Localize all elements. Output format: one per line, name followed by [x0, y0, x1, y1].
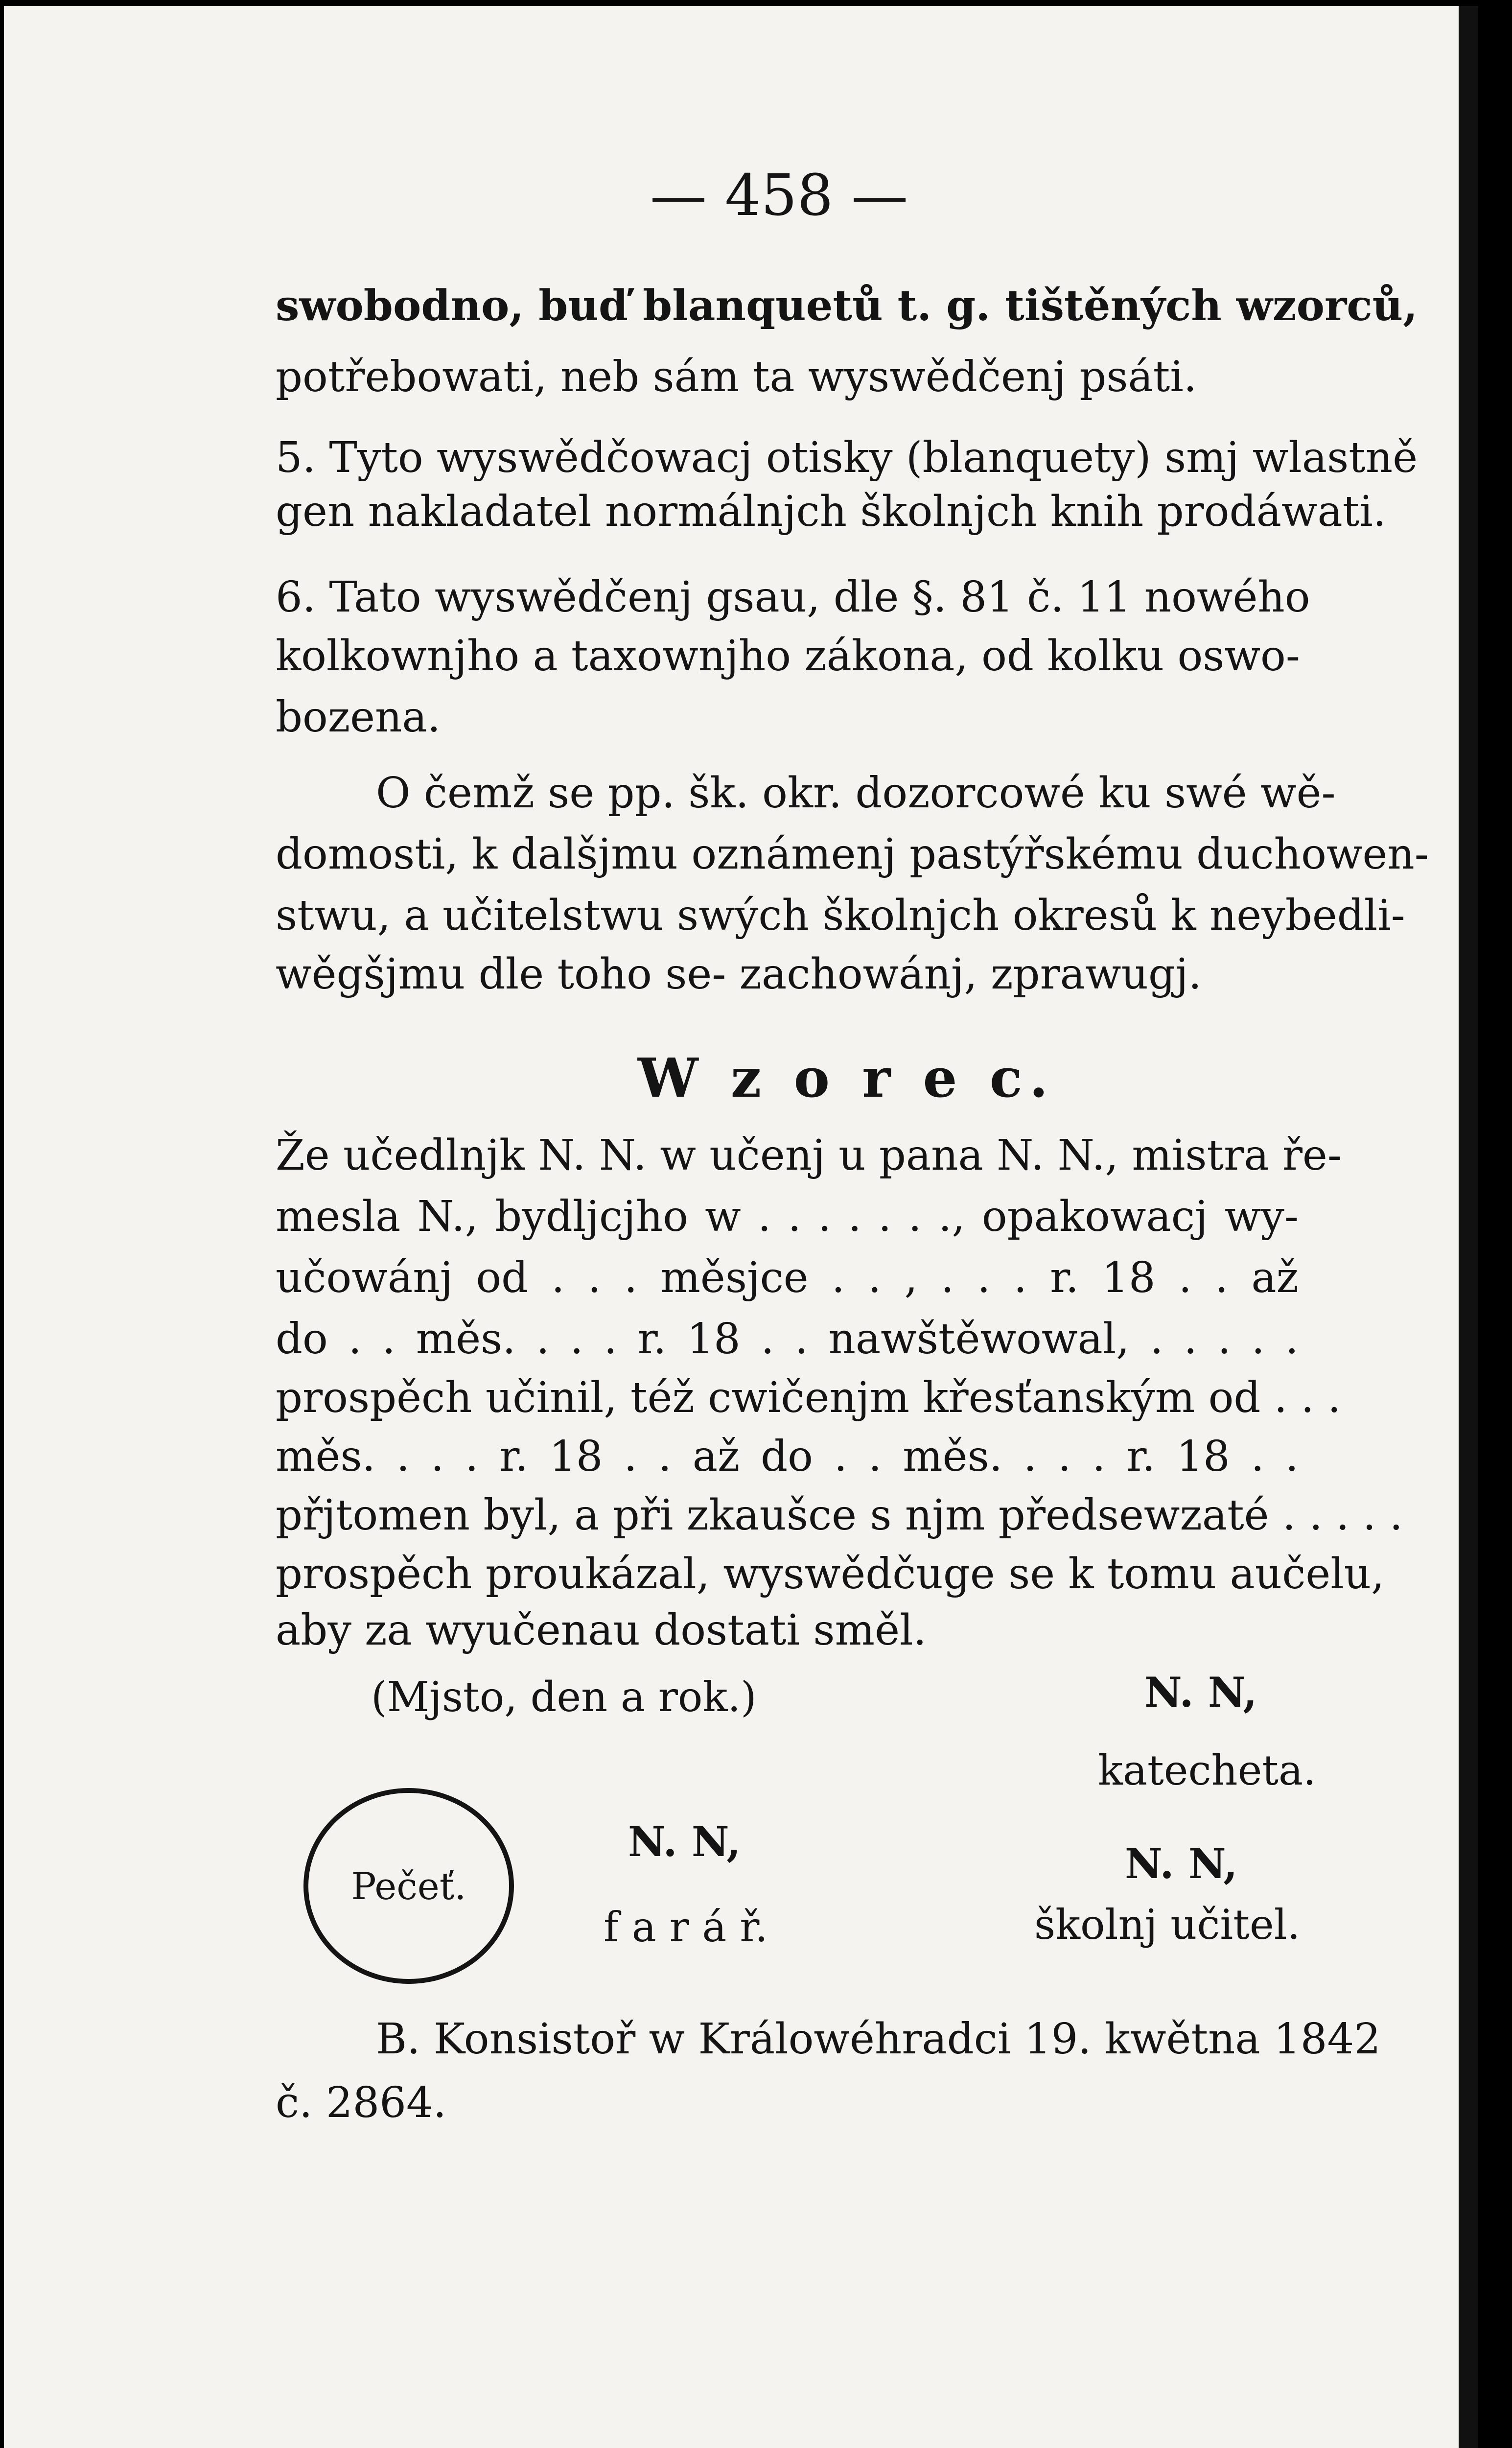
text-line: gen nakladatel normálnjch školnjch knih prodáwati. [276, 487, 1387, 536]
form-line: učowánj od . . . měsjce . . , . . . r. 18 . . až [276, 1253, 1299, 1302]
catechist-title: katecheta. [1098, 1746, 1316, 1794]
priest-title: f a r á ř. [604, 1903, 768, 1951]
text-line: potřebowati, neb sám ta wyswědčenj psáti. [276, 353, 1197, 401]
text-line: swobodno, buď blanquetů t. g. tištěných wzorců, [276, 281, 1418, 330]
footer-line: B. Konsistoř w Králowéhradci 19. kwětna 1842 [376, 2015, 1381, 2064]
form-line: mesla N., bydljcjho w . . . . . . ., opakowacj wy- [276, 1192, 1299, 1241]
form-heading: W z o r e c. [638, 1046, 1055, 1109]
priest-name: N. N, [628, 1817, 741, 1866]
text-line: wěgšjmu dle toho se- zachowánj, zprawugj. [276, 950, 1202, 999]
seal [303, 1788, 514, 1984]
form-line: do . . měs. . . . r. 18 . . nawštěwowal, . . . . . [276, 1315, 1299, 1364]
form-line: přjtomen byl, a při zkaušce s njm předsewzaté . . . . . [276, 1491, 1403, 1540]
document-page [4, 6, 1478, 2448]
place-date: (Mjsto, den a rok.) [371, 1673, 757, 1721]
catechist-name: N. N, [1144, 1668, 1257, 1717]
page-number: — 458 — [650, 163, 908, 229]
text-line: 6. Tato wyswědčenj gsau, dle §. 81 č. 11 nowého [276, 573, 1310, 622]
text-line: domosti, k dalšjmu oznámenj pastýřskému duchowen- [276, 830, 1429, 879]
text-line: stwu, a učitelstwu swých školnjch okresů k neybedli- [276, 891, 1405, 940]
form-line: prospěch učinil, též cwičenjm křesťanským od . . . [276, 1373, 1341, 1422]
footer-line: č. 2864. [276, 2078, 447, 2127]
teacher-name: N. N, [1125, 1839, 1238, 1888]
form-line: aby za wyučenau dostati směl. [276, 1606, 927, 1655]
text-line: 5. Tyto wyswědčowacj otisky (blanquety) smj wlastně [276, 433, 1418, 482]
form-line: Že učedlnjk N. N. w učenj u pana N. N., mistra ře- [276, 1131, 1342, 1180]
form-line: měs. . . . r. 18 . . až do . . měs. . . . r. 18 . . [276, 1432, 1299, 1481]
form-line: prospěch proukázal, wyswědčuge se k tomu aučelu, [276, 1550, 1385, 1599]
text-line: kolkownjho a taxownjho zákona, od kolku oswo- [276, 632, 1300, 681]
teacher-title: školnj učitel. [1034, 1901, 1301, 1949]
text-line: bozena. [276, 693, 441, 742]
text-line: O čemž se pp. šk. okr. dozorcowé ku swé wě- [376, 769, 1336, 818]
seal-label: Pečeť. [351, 1864, 466, 1908]
